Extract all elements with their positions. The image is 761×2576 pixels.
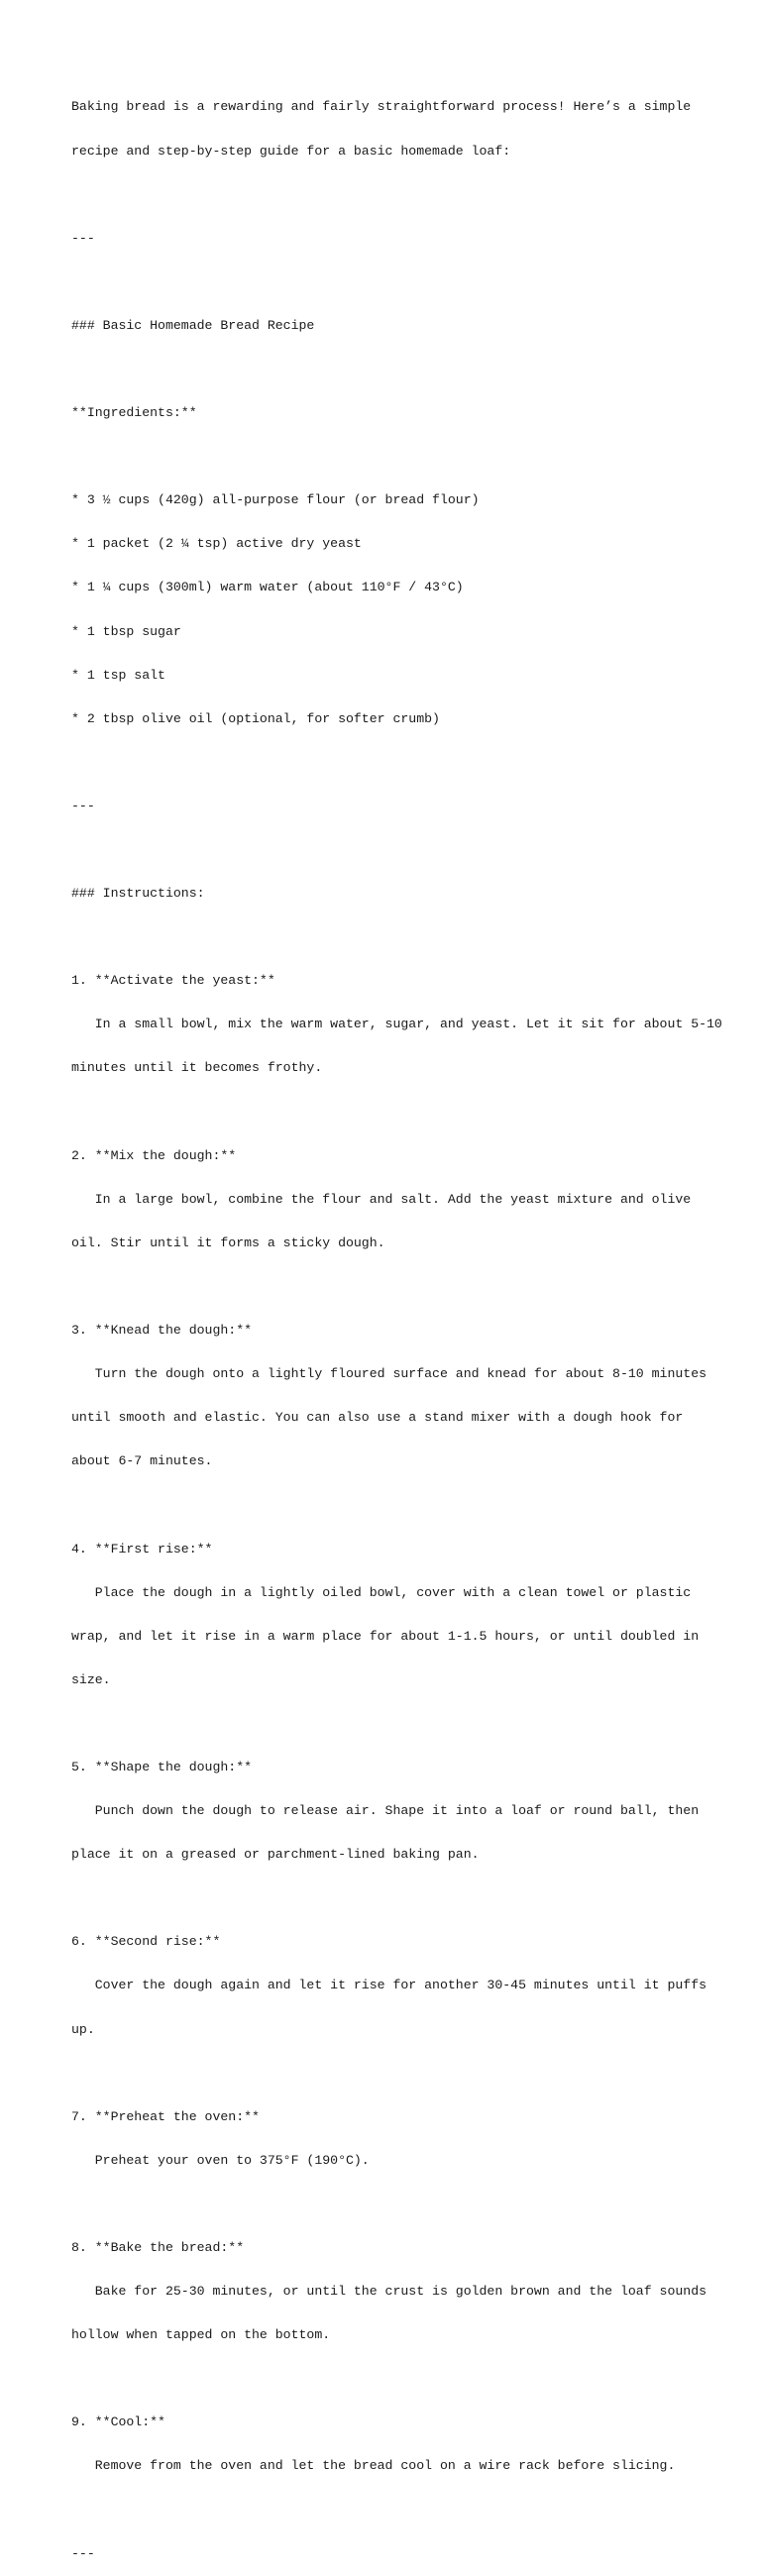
text-line bbox=[71, 363, 725, 377]
text-line: recipe and step-by-step guide for a basic homemade loaf: bbox=[71, 143, 511, 159]
step-title: 8. **Bake the bread:** bbox=[71, 2240, 245, 2255]
ingredient-item: * 1 tbsp sugar bbox=[71, 623, 181, 639]
step-text: minutes until it becomes frothy. bbox=[71, 1060, 323, 1076]
text-line bbox=[71, 1280, 725, 1295]
step-text: In a small bowl, mix the warm water, sugar, and yeast. Let it sit for about 5-10 bbox=[71, 1017, 722, 1032]
step-title: 5. **Shape the dough:** bbox=[71, 1759, 253, 1774]
step-text: place it on a greased or parchment-lined baking pan. bbox=[71, 1847, 480, 1863]
divider-line: --- bbox=[71, 798, 95, 813]
text-line bbox=[71, 2067, 725, 2082]
text-line bbox=[71, 1891, 725, 1906]
ingredients-heading: **Ingredients:** bbox=[71, 405, 197, 421]
ingredient-item: * 1 ¼ cups (300ml) warm water (about 110°F / 43°C) bbox=[71, 580, 464, 595]
text-line bbox=[71, 756, 725, 771]
step-text: In a large bowl, combine the flour and salt. Add the yeast mixture and olive bbox=[71, 1191, 692, 1207]
step-text: oil. Stir until it forms a sticky dough. bbox=[71, 1234, 385, 1250]
text-line bbox=[71, 843, 725, 858]
document-page bbox=[71, 71, 725, 2576]
step-text: Remove from the oven and let the bread cool on a wire rack before slicing. bbox=[71, 2458, 676, 2474]
step-title: 9. **Cool:** bbox=[71, 2415, 165, 2430]
divider-line: --- bbox=[71, 230, 95, 246]
text-line bbox=[71, 2198, 725, 2212]
step-text: up. bbox=[71, 2021, 95, 2037]
recipe-heading: ### Basic Homemade Bread Recipe bbox=[71, 317, 315, 333]
text-line bbox=[71, 2372, 725, 2387]
text-line bbox=[71, 275, 725, 290]
step-text: Punch down the dough to release air. Shape it into a loaf or round ball, then bbox=[71, 1803, 700, 1819]
ingredient-item: * 1 tsp salt bbox=[71, 667, 165, 683]
step-title: 7. **Preheat the oven:** bbox=[71, 2108, 260, 2124]
step-title: 4. **First rise:** bbox=[71, 1541, 213, 1556]
step-title: 2. **Mix the dough:** bbox=[71, 1147, 237, 1163]
step-text: Turn the dough onto a lightly floured surface and knead for about 8-10 minutes bbox=[71, 1366, 707, 1382]
ingredient-item: * 2 tbsp olive oil (optional, for softer crumb) bbox=[71, 710, 440, 726]
step-text: Preheat your oven to 375°F (190°C). bbox=[71, 2152, 370, 2168]
step-text: Bake for 25-30 minutes, or until the crust is golden brown and the loaf sounds bbox=[71, 2284, 707, 2300]
text-line bbox=[71, 1106, 725, 1121]
text-line bbox=[71, 930, 725, 945]
text-line bbox=[71, 1717, 725, 1732]
step-text: Cover the dough again and let it rise for another 30-45 minutes until it puffs bbox=[71, 1978, 707, 1993]
divider-line: --- bbox=[71, 2545, 95, 2561]
text-line bbox=[71, 1498, 725, 1513]
ingredient-item: * 1 packet (2 ¼ tsp) active dry yeast bbox=[71, 536, 362, 552]
ingredient-item: * 3 ½ cups (420g) all-purpose flour (or bread flour) bbox=[71, 492, 480, 508]
text-line bbox=[71, 188, 725, 203]
step-title: 6. **Second rise:** bbox=[71, 1934, 221, 1950]
step-text: size. bbox=[71, 1671, 111, 1687]
text-line bbox=[71, 2504, 725, 2519]
step-text: about 6-7 minutes. bbox=[71, 1453, 213, 1469]
step-title: 1. **Activate the yeast:** bbox=[71, 973, 275, 989]
step-text: until smooth and elastic. You can also use a stand mixer with a dough hook for bbox=[71, 1410, 684, 1426]
step-text: Place the dough in a lightly oiled bowl, cover with a clean towel or plastic bbox=[71, 1584, 692, 1600]
step-text: hollow when tapped on the bottom. bbox=[71, 2327, 331, 2343]
instructions-heading: ### Instructions: bbox=[71, 886, 205, 902]
text-line: Baking bread is a rewarding and fairly straightforward process! Here’s a simple bbox=[71, 99, 692, 115]
step-title: 3. **Knead the dough:** bbox=[71, 1323, 253, 1339]
step-text: wrap, and let it rise in a warm place for about 1-1.5 hours, or until doubled in bbox=[71, 1628, 700, 1644]
text-line bbox=[71, 450, 725, 465]
